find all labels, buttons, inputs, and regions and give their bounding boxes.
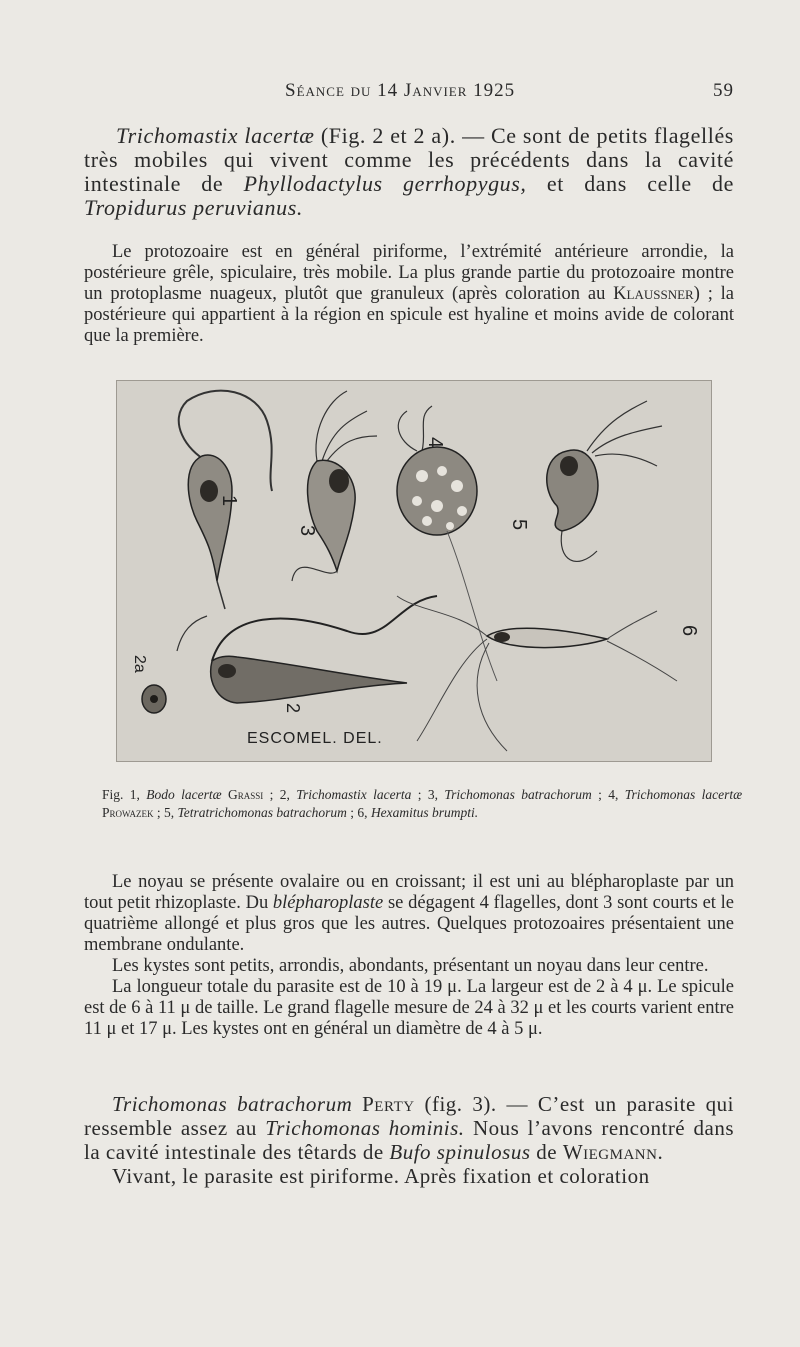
page-number: 59 bbox=[713, 80, 734, 101]
section-trichomonas: Trichomonas batrachorum Perty (fig. 3). — C’est un parasite qui ressemble assez au Trichomonas hominis. Nous l’avons rencontré dans la cavité intestinale des têtards de Bufo spinulosus de Wiegmann. Vivant, le parasite est piriforme. Après fixation et coloration bbox=[84, 1092, 735, 1188]
body-paragraphs bbox=[84, 872, 734, 1040]
protozoa-illustration bbox=[117, 381, 711, 761]
intro-paragraph: Trichomastix lacertæ (Fig. 2 et 2 a). — Ce sont de petits flagellés très mobiles qui vivent comme les précédents dans la cavité intestinale de Phyllodactylus gerrhopygus, et dans celle de Tropidurus peruvianus. bbox=[84, 123, 734, 220]
figure-label-2a: 2a bbox=[131, 655, 148, 673]
species-name: Trichomonas batrachorum bbox=[112, 1092, 353, 1116]
kystes-paragraph: Les kystes sont petits, arrondis, abondants, présentant un noyau dans leur centre. bbox=[112, 956, 709, 976]
figure-reference: (Fig. 2 et 2 a). bbox=[320, 123, 456, 148]
figure-label-6: 6 bbox=[678, 625, 700, 637]
figure-label-4: 4 bbox=[424, 437, 446, 449]
header-title: Séance du 14 Janvier 1925 bbox=[285, 80, 516, 101]
species-name: Trichomastix lacertæ bbox=[116, 123, 315, 148]
running-header bbox=[285, 80, 734, 102]
figure-caption: Fig. 1, Bodo lacertæ Grassi ; 2, Trichomastix lacerta ; 3, Trichomonas batrachorum ; 4, Trichomonas lacertæ Prowazek ; 5, Tetratrichomonas batrachorum ; 6, Hexamitus brumpti. bbox=[102, 787, 743, 820]
figure-label-1: 1 bbox=[218, 495, 240, 507]
mesures-paragraph: La longueur totale du parasite est de 10 à 19 μ. La largeur est de 2 à 4 μ. Le spicule est de 6 à 11 μ de taille. Le grand flagelle mesure de 24 à 32 μ et les courts varient entre 11 μ et 17 μ. Les kystes ont en général un diamètre de 4 à 5 μ. bbox=[84, 977, 734, 1039]
host-name: Phyllodactylus gerrhopygus, bbox=[243, 171, 527, 196]
host-name: Tropidurus peruvianus. bbox=[84, 195, 303, 220]
figure-label-2: 2 bbox=[283, 703, 303, 714]
description-paragraph: Le protozoaire est en général piriforme, l’extrémité antérieure arrondie, la postérieure grêle, spiculaire, très mobile. La plus grande partie du protozoaire montre un protoplasme nuageux, plutôt que granuleux (après coloration au Klaussner) ; la postérieure qui appartient à la région en spicule est hyaline et moins avide de colorant que la première. bbox=[84, 242, 735, 346]
figure-plate bbox=[116, 380, 712, 762]
illustrator-signature: ESCOMEL. DEL. bbox=[247, 730, 383, 747]
figure-label-5: 5 bbox=[508, 519, 530, 531]
noyau-paragraph: Le noyau se présente ovalaire ou en croissant; il est uni au blépharoplaste par un tout petit rhizoplaste. Du blépharoplaste se dégagent 4 flagelles, dont 3 sont courts et le quatrième allongé et plus gros que les autres. Quelques protozoaires présentaient une membrane ondulante. bbox=[84, 872, 734, 955]
figure-label-3: 3 bbox=[296, 525, 318, 537]
